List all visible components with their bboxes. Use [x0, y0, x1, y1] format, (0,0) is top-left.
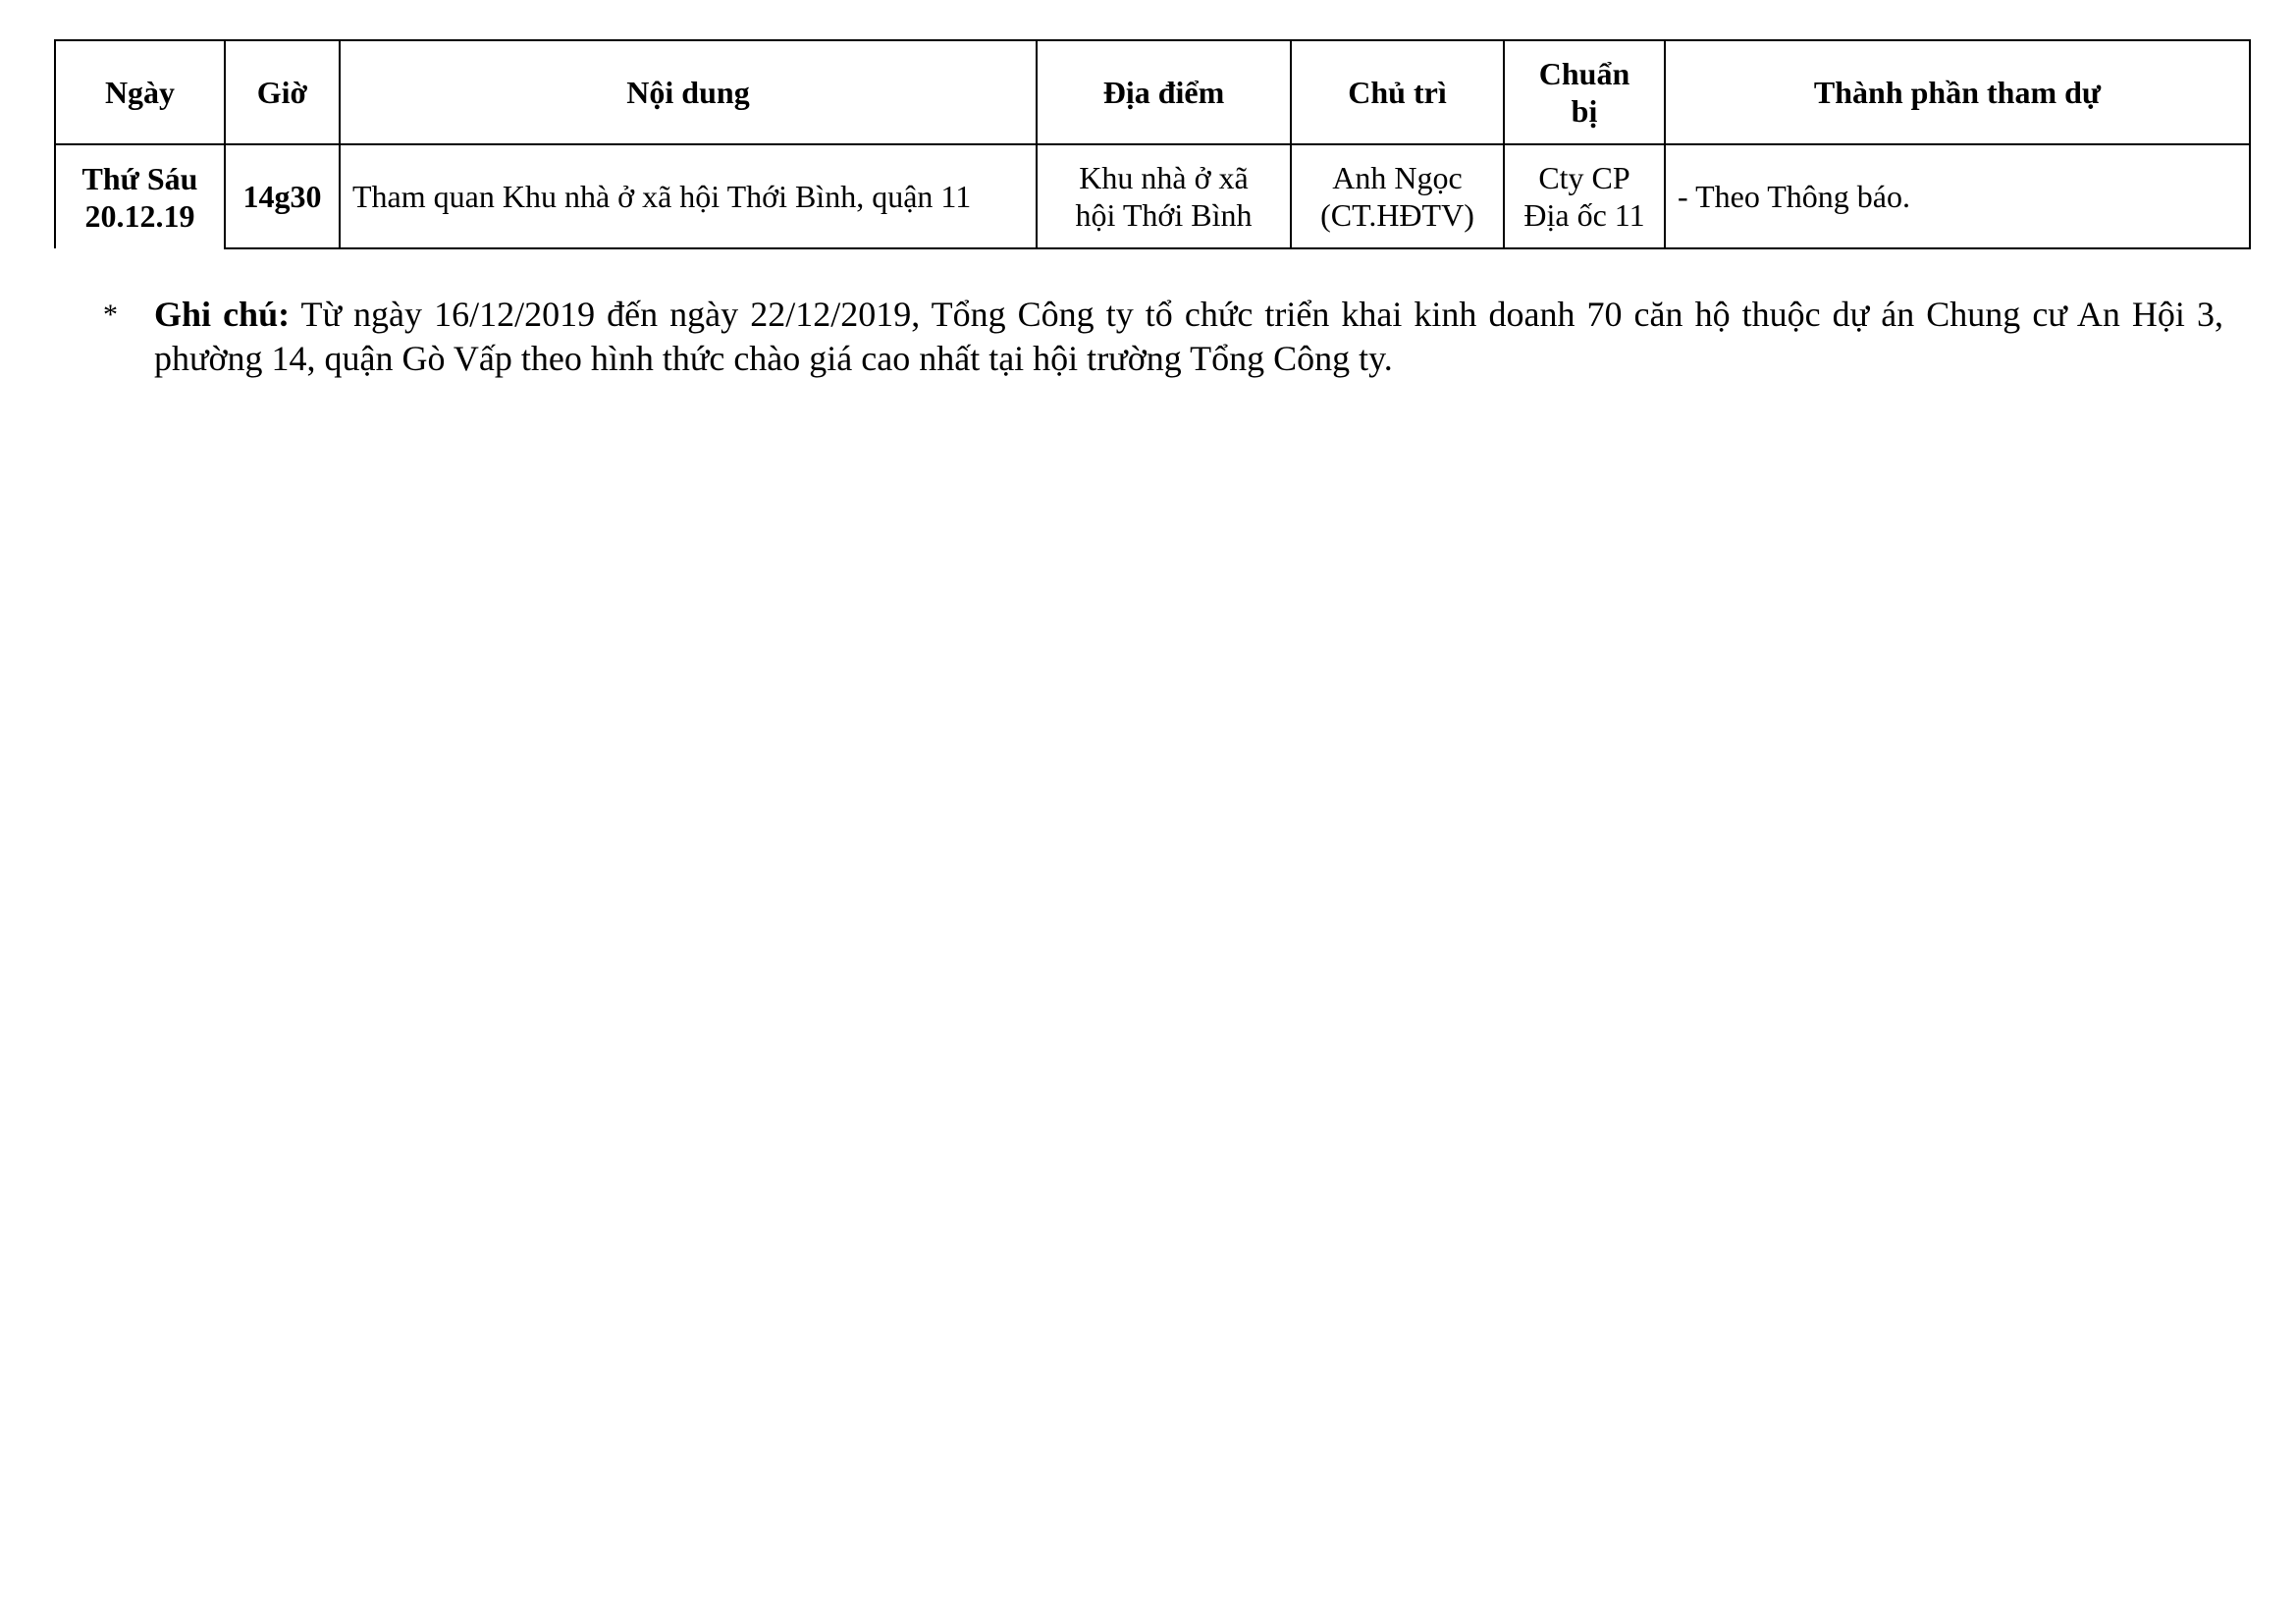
- header-prepare-line2: bị: [1571, 93, 1598, 129]
- cell-prepare-line2: Địa ốc 11: [1523, 197, 1645, 233]
- cell-participants: - Theo Thông báo.: [1665, 144, 2250, 248]
- cell-content: Tham quan Khu nhà ở xã hội Thới Bình, quận 11: [340, 144, 1037, 248]
- cell-chair-line1: Anh Ngọc: [1332, 160, 1463, 195]
- cell-chair-line2: (CT.HĐTV): [1320, 197, 1474, 233]
- header-prepare-line1: Chuẩn: [1538, 56, 1630, 91]
- header-location: Địa điểm: [1037, 40, 1291, 144]
- header-time: Giờ: [225, 40, 340, 144]
- cell-date: [55, 144, 225, 248]
- header-prepare: [1504, 40, 1665, 144]
- cell-location-line2: hội Thới Bình: [1075, 197, 1253, 233]
- header-chair: Chủ trì: [1291, 40, 1504, 144]
- cell-location: [1037, 144, 1291, 248]
- cell-date-value: 20.12.19: [84, 197, 195, 234]
- header-participants: Thành phần tham dự: [1665, 40, 2250, 144]
- header-date: Ngày: [55, 40, 225, 144]
- cell-location-line1: Khu nhà ở xã: [1079, 160, 1249, 195]
- header-content: Nội dung: [340, 40, 1037, 144]
- cell-prepare-line1: Cty CP: [1538, 160, 1630, 195]
- cell-chair: [1291, 144, 1504, 248]
- note-block: [103, 293, 2223, 381]
- table-header-row: [55, 40, 2250, 144]
- note-bullet: *: [103, 298, 118, 331]
- schedule-table: [54, 39, 2251, 249]
- note-text: [154, 293, 2223, 381]
- cell-prepare: [1504, 144, 1665, 248]
- table-row: [55, 144, 2250, 248]
- cell-date-weekday: Thứ Sáu: [81, 160, 198, 196]
- note-body: Từ ngày 16/12/2019 đến ngày 22/12/2019, Tổng Công ty tổ chức triển khai kinh doanh 70 căn hộ thuộc dự án Chung cư An Hội 3, phường 14, quận Gò Vấp theo hình thức chào giá cao nhất tại hội trường Tổng Công ty.: [154, 295, 2223, 378]
- cell-time: 14g30: [225, 144, 340, 248]
- note-label: Ghi chú:: [154, 295, 291, 334]
